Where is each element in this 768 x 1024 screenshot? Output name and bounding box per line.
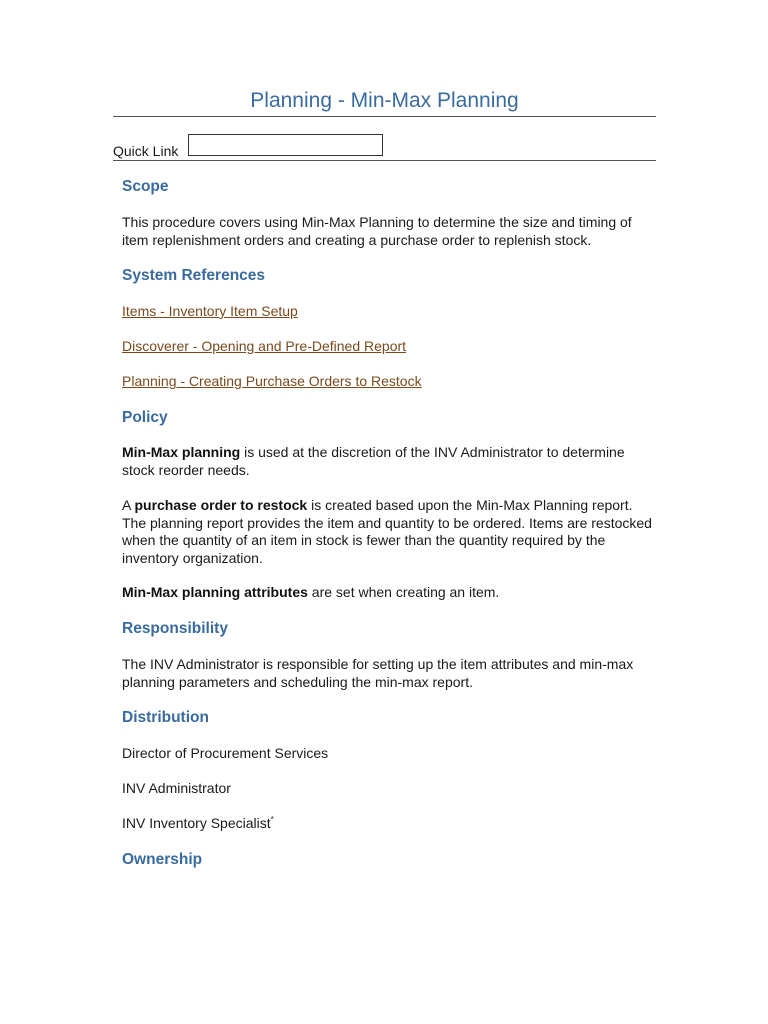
policy-term-min-max-planning: Min-Max planning <box>122 444 241 460</box>
policy-text-2-pre: A <box>122 497 135 513</box>
policy-paragraph-2 <box>122 497 652 567</box>
distribution-heading: Distribution <box>122 709 209 726</box>
policy-paragraph-3 <box>122 584 652 602</box>
scope-text: This procedure covers using Min-Max Planning to determine the size and timing of item replenishment orders and creating a purchase order to replenish stock. <box>122 214 632 248</box>
link-items-inventory-item-setup[interactable]: Items - Inventory Item Setup <box>122 303 298 319</box>
page-title: Planning - Min-Max Planning <box>250 89 519 112</box>
policy-text-3: are set when creating an item. <box>307 584 500 600</box>
distribution-item: INV Inventory Specialist <box>122 815 271 831</box>
policy-term-purchase-order: purchase order to restock <box>134 497 308 513</box>
policy-heading: Policy <box>122 409 168 426</box>
scope-heading: Scope <box>122 178 169 195</box>
system-references-heading: System References <box>122 267 266 284</box>
ownership-heading: Ownership <box>122 851 203 868</box>
quick-link-divider <box>113 160 656 161</box>
policy-term-attributes: Min-Max planning attributes <box>122 584 308 600</box>
footnote-mark: * <box>270 815 274 824</box>
quick-link-input[interactable] <box>188 134 383 156</box>
responsibility-text: The INV Administrator is responsible for setting up the item attributes and min-max planning parameters and scheduling the min-max report. <box>122 656 634 690</box>
title-divider <box>113 116 656 117</box>
policy-text-1: is used at the discretion of the INV Administrator to determine stock reorder needs. <box>122 444 625 478</box>
distribution-item: Director of Procurement Services <box>122 745 329 761</box>
link-creating-purchase-orders[interactable]: Planning - Creating Purchase Orders to Restock <box>122 373 422 389</box>
link-discoverer-report[interactable]: Discoverer - Opening and Pre-Defined Report <box>122 338 407 354</box>
responsibility-heading: Responsibility <box>122 620 228 637</box>
distribution-item-with-footnote <box>122 815 652 833</box>
quick-link-label: Quick Link <box>113 143 179 159</box>
policy-text-2: is created based upon the Min-Max Planning report. The planning report provides the item and quantity to be ordered. Items are restocked when the quantity of an item in stock is fewer than the quantity required by the inventory organization. <box>122 497 652 566</box>
distribution-item: INV Administrator <box>122 780 231 796</box>
policy-paragraph-1 <box>122 444 652 479</box>
